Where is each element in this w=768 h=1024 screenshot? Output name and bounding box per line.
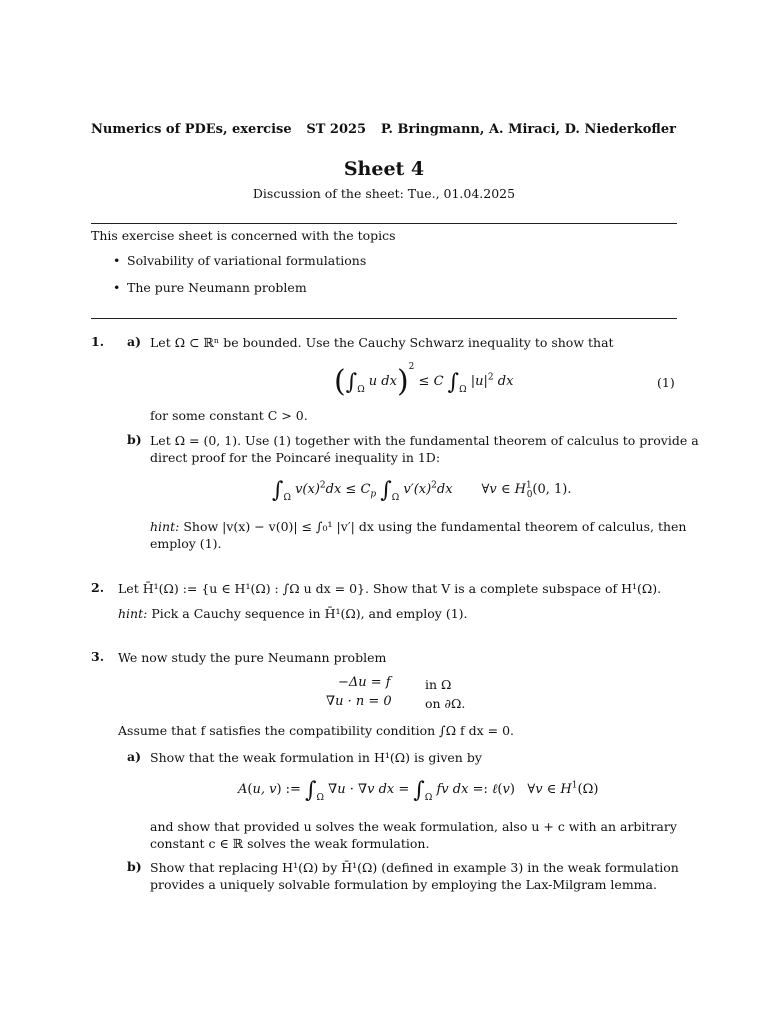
intro-text: This exercise sheet is concerned with the topics xyxy=(91,228,396,243)
neumann-boundary: ∇u · n = 0 xyxy=(326,694,392,709)
divider-bottom xyxy=(91,318,677,319)
sheet-title: Sheet 4 xyxy=(343,158,425,180)
exercise-1-number: 1. xyxy=(91,334,105,349)
authors: P. Bringmann, A. Miraci, D. Niederkofler xyxy=(380,122,676,137)
equation-1: ($\int_\Omega$ u dx)$^2$ ≤ C $\int_\Omega$ $|u|^2$ dx xyxy=(334,362,514,399)
course-name: Numerics of PDEs, exercise xyxy=(91,122,292,137)
discussion-date: Discussion of the sheet: Tue., 01.04.2025 xyxy=(252,186,516,201)
exercise-2-number: 2. xyxy=(91,580,105,595)
exercise-2-text: Let H̄¹(Ω) := {u ∈ H¹(Ω) : ∫Ω u dx = 0}. Show that V is a complete subspace of H¹(Ω). xyxy=(118,581,662,596)
exercise-1b-hint: hint: Show |v(x) − v(0)| ≤ ∫₀¹ |v′| dx using the fundamental theorem of calculus, then xyxy=(150,519,687,534)
poincare-inequality: $\int_\Omega$ $v(x)^2dx \le C_p$ $\int_\Omega$ $v'(x)^2dx$ ∀v ∈ $H^1_0(0$, 1). xyxy=(272,478,572,503)
exercise-1a-label: a) xyxy=(127,334,142,349)
divider-top xyxy=(91,223,677,224)
exercise-2-hint: hint: Pick a Cauchy sequence in H̄¹(Ω), and employ (1). xyxy=(118,606,468,621)
exercise-1a-after: for some constant C > 0. xyxy=(150,408,308,423)
exercise-3b-label: b) xyxy=(127,859,142,874)
exercise-3b-text: provides a uniquely solvable formulation by employing the Lax-Milgram lemma. xyxy=(150,877,657,892)
pde-equation: −Δu = f xyxy=(338,675,391,690)
exercise-3a-after: and show that provided u solves the weak formulation, also u + c with an arbitrary xyxy=(150,819,677,834)
exercise-1b-text: Let Ω = (0, 1). Use (1) together with the fundamental theorem of calculus to provide a xyxy=(150,433,699,448)
exercise-3a-text: Show that the weak formulation in H¹(Ω) is given by xyxy=(150,750,482,765)
topic-item: • Solvability of variational formulations xyxy=(113,253,367,268)
term: ST 2025 xyxy=(306,122,367,137)
exercise-1b-text: direct proof for the Poincaré inequality in 1D: xyxy=(150,450,441,465)
exercise-1b-label: b) xyxy=(127,432,142,447)
exercise-3b-text: Show that replacing H¹(Ω) by H̄¹(Ω) (defined in example 3) in the weak formulation xyxy=(150,860,679,875)
exercise-3a-after: constant c ∈ ℝ solves the weak formulation. xyxy=(150,836,430,851)
compatibility-condition: Assume that f satisfies the compatibility condition ∫Ω f dx = 0. xyxy=(118,723,515,738)
exercise-3a-label: a) xyxy=(127,749,142,764)
exercise-3-number: 3. xyxy=(91,649,105,664)
weak-formulation: A(u, v) := $\int_\Omega$ ∇u · ∇v dx = $\int_\Omega$ fv dx =: ℓ(v) ∀v ∈ $H^1(\Omega)$ xyxy=(238,778,599,803)
topic-item: • The pure Neumann problem xyxy=(113,280,307,295)
exercise-3-text: We now study the pure Neumann problem xyxy=(118,650,387,665)
pde-domain: in Ω xyxy=(425,677,452,692)
boundary-domain: on ∂Ω. xyxy=(425,696,466,711)
exercise-1b-hint-cont: employ (1). xyxy=(150,536,222,551)
exercise-1a-text: Let Ω ⊂ ℝⁿ be bounded. Use the Cauchy Schwarz inequality to show that xyxy=(150,335,614,350)
equation-1-number: (1) xyxy=(657,375,675,390)
page-header xyxy=(91,122,676,137)
